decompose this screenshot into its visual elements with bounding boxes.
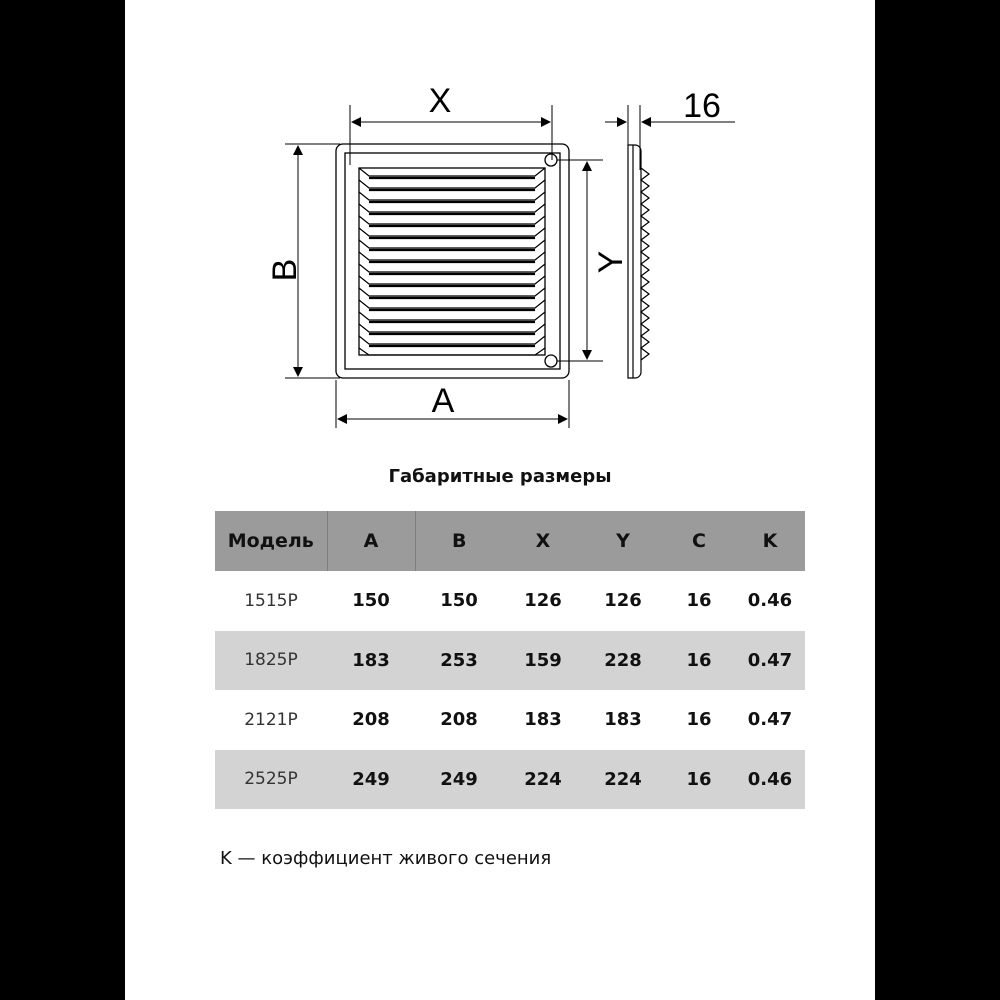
header-y: Y xyxy=(583,511,663,571)
cell-y: 183 xyxy=(604,709,642,731)
cell-k: 0.47 xyxy=(735,631,805,691)
cell-c: 16 xyxy=(663,631,735,691)
header-model: Модель xyxy=(215,511,327,571)
header-a: A xyxy=(327,511,415,571)
dim-label-x: X xyxy=(428,82,452,120)
cell-y: 126 xyxy=(604,590,642,612)
cell-a: 150 xyxy=(352,590,390,612)
cell-b: 253 xyxy=(415,631,503,691)
cell-x: 126 xyxy=(524,590,562,612)
grille-side-view xyxy=(628,145,649,378)
cell-b: 150 xyxy=(440,590,478,612)
cell-c: 16 xyxy=(686,590,712,612)
cell-y: 224 xyxy=(583,750,663,810)
dimensions-table xyxy=(215,511,805,809)
cell-a: 208 xyxy=(352,709,390,731)
header-c: C xyxy=(663,511,735,571)
cell-b: 249 xyxy=(415,750,503,810)
cell-k: 0.47 xyxy=(747,709,793,731)
dim-label-y: Y xyxy=(592,250,630,274)
cell-b: 208 xyxy=(440,709,478,731)
cell-x: 183 xyxy=(524,709,562,731)
section-title: Габаритные размеры xyxy=(388,466,612,487)
table-row xyxy=(215,571,805,631)
cell-model: 1515P xyxy=(244,590,298,611)
cell-a: 183 xyxy=(327,631,415,691)
dim-label-a: A xyxy=(431,382,455,420)
cell-y: 228 xyxy=(583,631,663,691)
cell-k: 0.46 xyxy=(747,590,793,612)
table-header-row xyxy=(215,511,805,571)
header-k: K xyxy=(735,511,805,571)
dim-label-b: B xyxy=(266,258,304,282)
cell-c: 16 xyxy=(686,709,712,731)
cell-x: 159 xyxy=(503,631,583,691)
table-row xyxy=(215,750,805,810)
footnote: K — коэффициент живого сечения xyxy=(220,848,552,869)
cell-model: 2525P xyxy=(215,750,327,810)
dim-label-depth: 16 xyxy=(683,87,721,125)
cell-model: 2121P xyxy=(244,709,298,730)
cell-a: 249 xyxy=(327,750,415,810)
cell-c: 16 xyxy=(663,750,735,810)
cell-x: 224 xyxy=(503,750,583,810)
grille-technical-drawing xyxy=(125,0,875,450)
cell-k: 0.46 xyxy=(735,750,805,810)
header-x: X xyxy=(503,511,583,571)
cell-model: 1825P xyxy=(215,631,327,691)
table-row xyxy=(215,631,805,691)
table-row xyxy=(215,690,805,750)
spec-sheet xyxy=(125,0,875,1000)
header-b: B xyxy=(415,511,503,571)
